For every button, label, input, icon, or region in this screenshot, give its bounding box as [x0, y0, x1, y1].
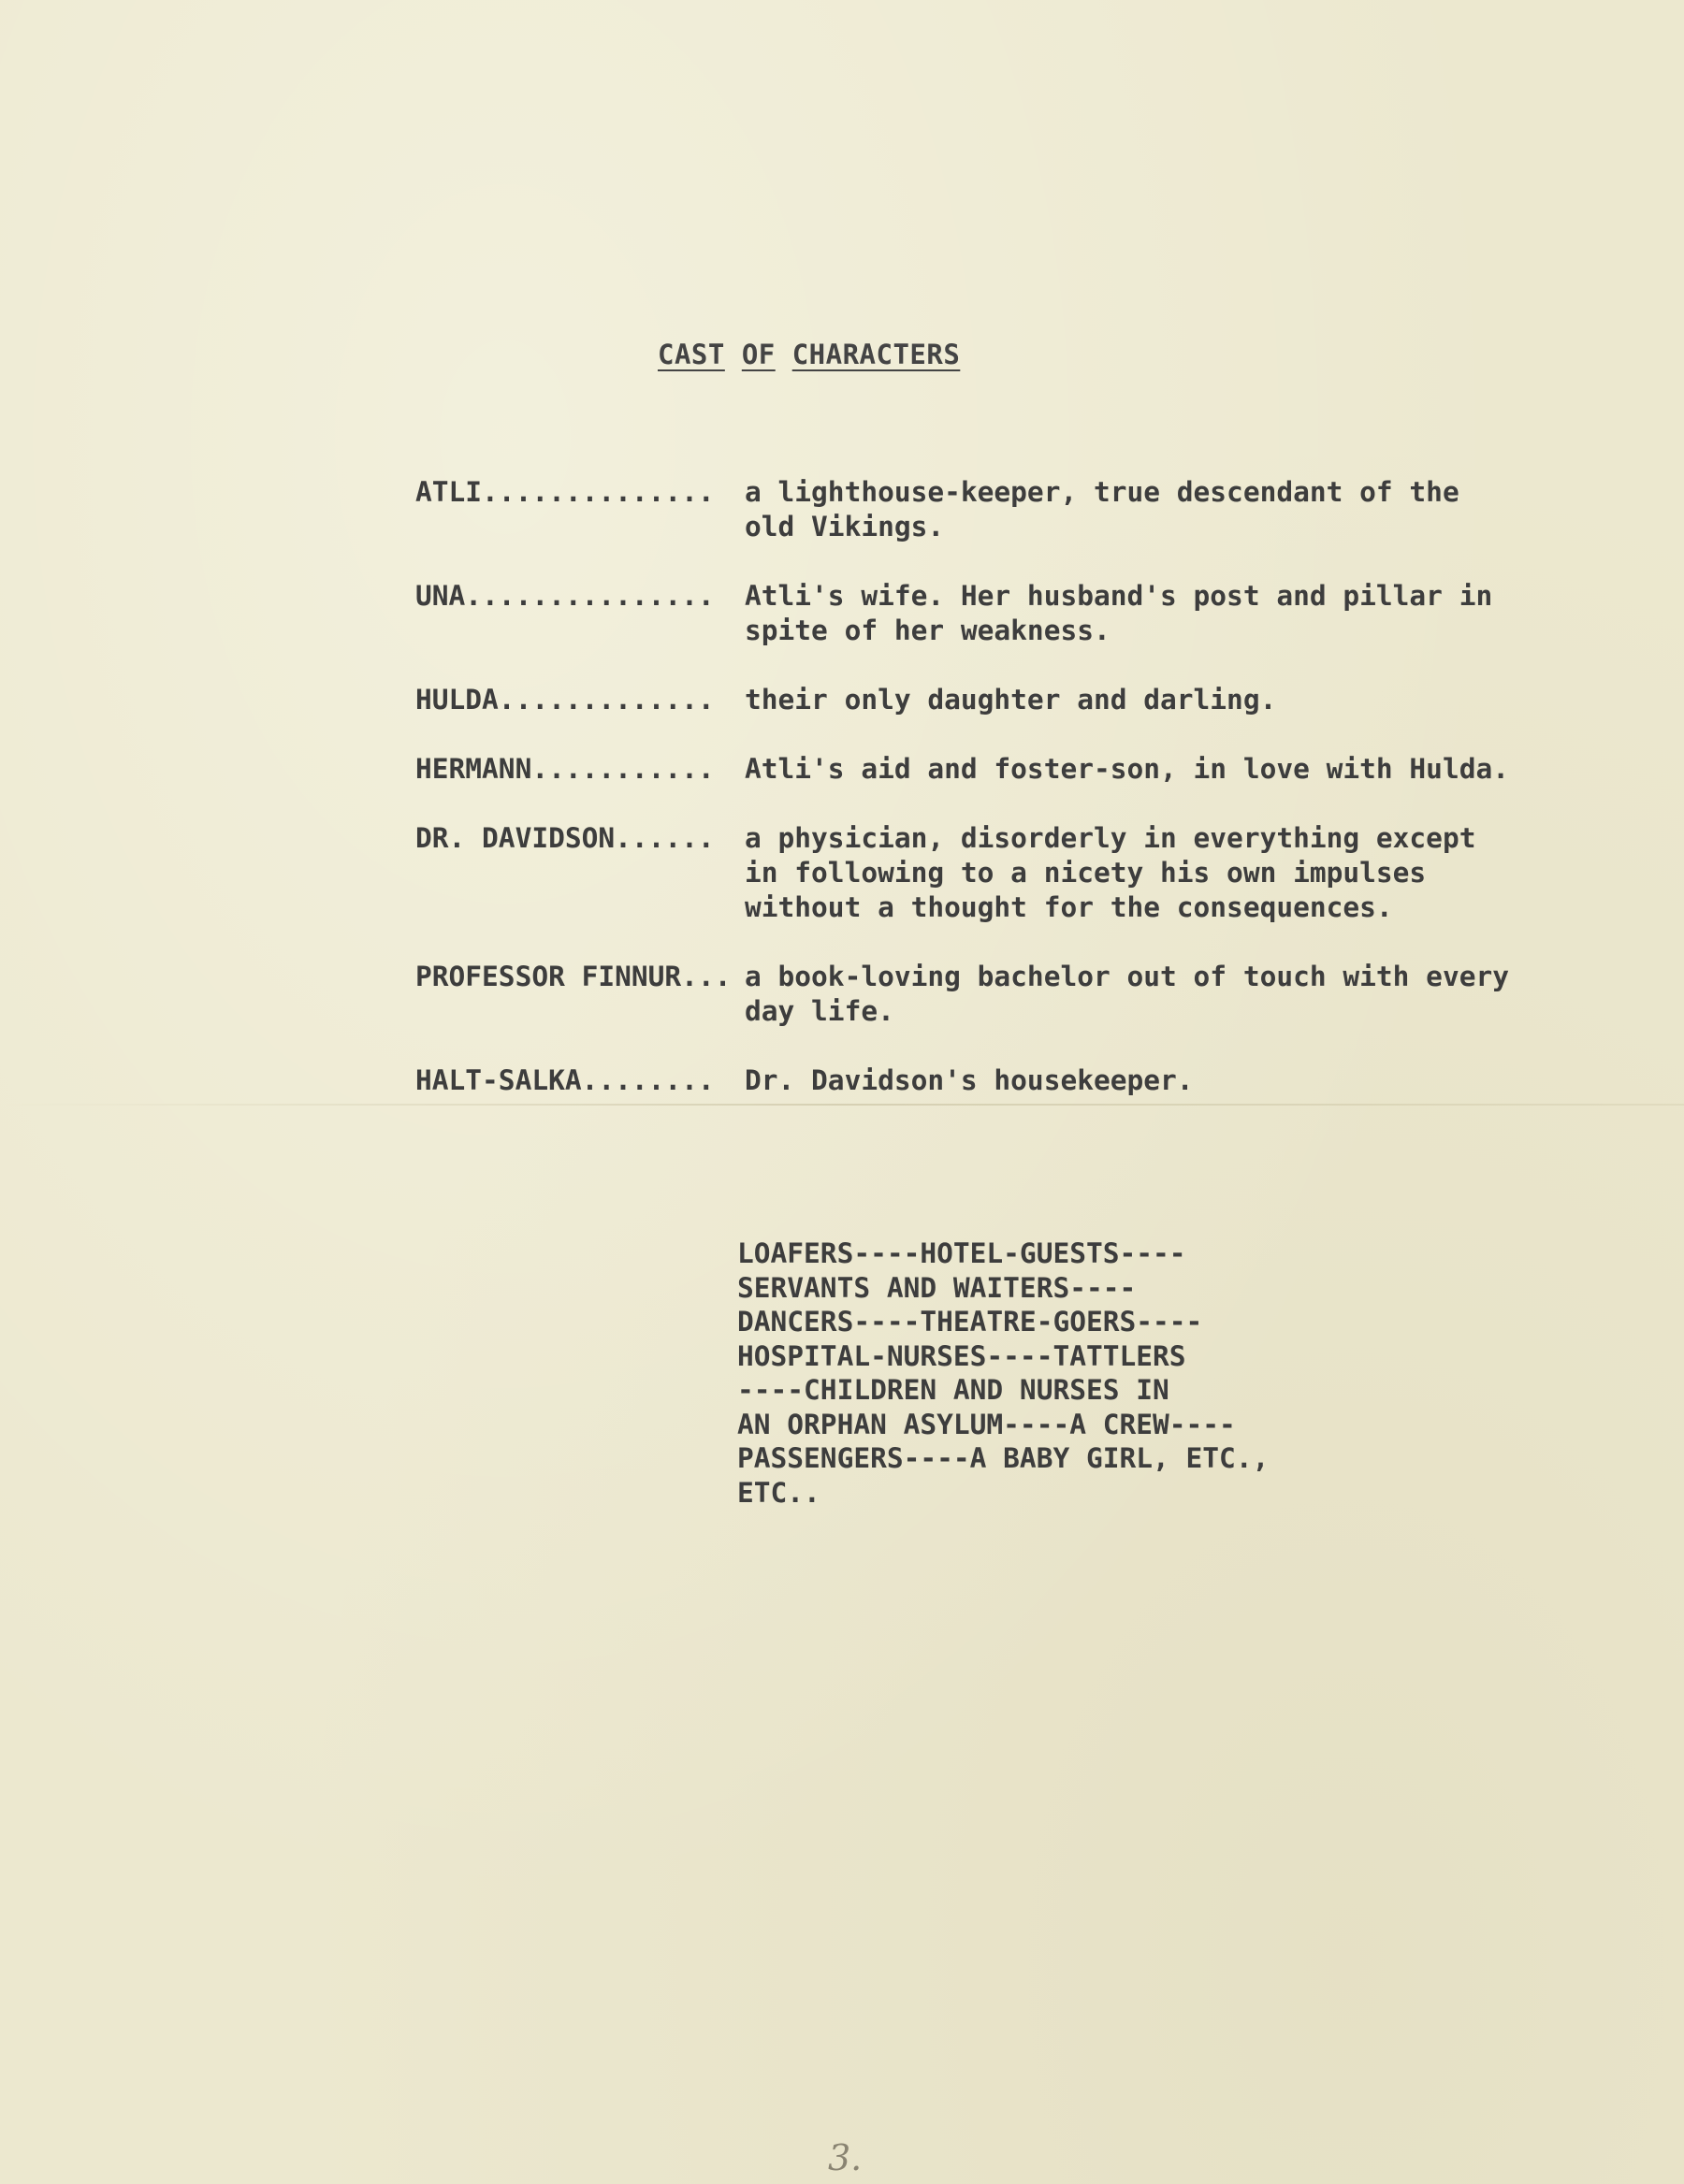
character-name: UNA...............: [415, 580, 715, 612]
crowd-line: SERVANTS AND WAITERS----: [737, 1271, 1137, 1304]
character-name: PROFESSOR FINNUR...: [415, 961, 732, 992]
character-name: HULDA.............: [415, 684, 715, 716]
cast-entry-una: [415, 579, 1632, 648]
character-description: their only daughter and darling.: [745, 684, 1277, 716]
character-description: a lighthouse-keeper, true descendant of the old Vikings.: [745, 476, 1459, 542]
crowd-line: LOAFERS----HOTEL-GUESTS----: [737, 1237, 1186, 1269]
crowd-line: HOSPITAL-NURSES----TATTLERS: [737, 1339, 1186, 1372]
crowd-line: ETC..: [737, 1476, 820, 1509]
page-number: 3.: [828, 2137, 863, 2178]
cast-entry-professor-finnur: [415, 960, 1632, 1029]
character-description: a book-loving bachelor out of touch with every day life.: [745, 961, 1509, 1027]
title-word-cast: CAST: [658, 339, 725, 370]
cast-list: [415, 475, 1632, 1098]
cast-entry-hermann: [415, 752, 1632, 787]
character-description: Atli's aid and foster-son, in love with Hulda.: [745, 753, 1509, 785]
character-description: a physician, disorderly in everything except in following to a nicety his own impulses without a thought for the consequences.: [745, 822, 1476, 923]
crowd-line: ----CHILDREN AND NURSES IN: [737, 1374, 1169, 1406]
cast-entry-halt-salka: [415, 1063, 1632, 1098]
supporting-roles-list: [737, 1237, 1269, 1510]
paper-fold-line: [0, 1104, 1684, 1106]
character-name: DR. DAVIDSON......: [415, 822, 715, 854]
character-description: Dr. Davidson's housekeeper.: [745, 1064, 1194, 1096]
character-name: ATLI..............: [415, 476, 715, 508]
character-name: HERMANN...........: [415, 753, 715, 785]
title-word-characters: CHARACTERS: [791, 339, 961, 370]
title-word-of: OF: [741, 339, 776, 370]
crowd-line: DANCERS----THEATRE-GOERS----: [737, 1306, 1203, 1338]
character-description: Atli's wife. Her husband's post and pillar in spite of her weakness.: [745, 580, 1493, 646]
crowd-line: AN ORPHAN ASYLUM----A CREW----: [737, 1408, 1236, 1440]
cast-entry-atli: [415, 475, 1632, 544]
cast-entry-hulda: [415, 683, 1632, 717]
character-name: HALT-SALKA........: [415, 1064, 715, 1096]
crowd-line: PASSENGERS----A BABY GIRL, ETC.,: [737, 1442, 1270, 1474]
cast-entry-dr-davidson: [415, 821, 1632, 925]
page-title: [658, 339, 960, 370]
